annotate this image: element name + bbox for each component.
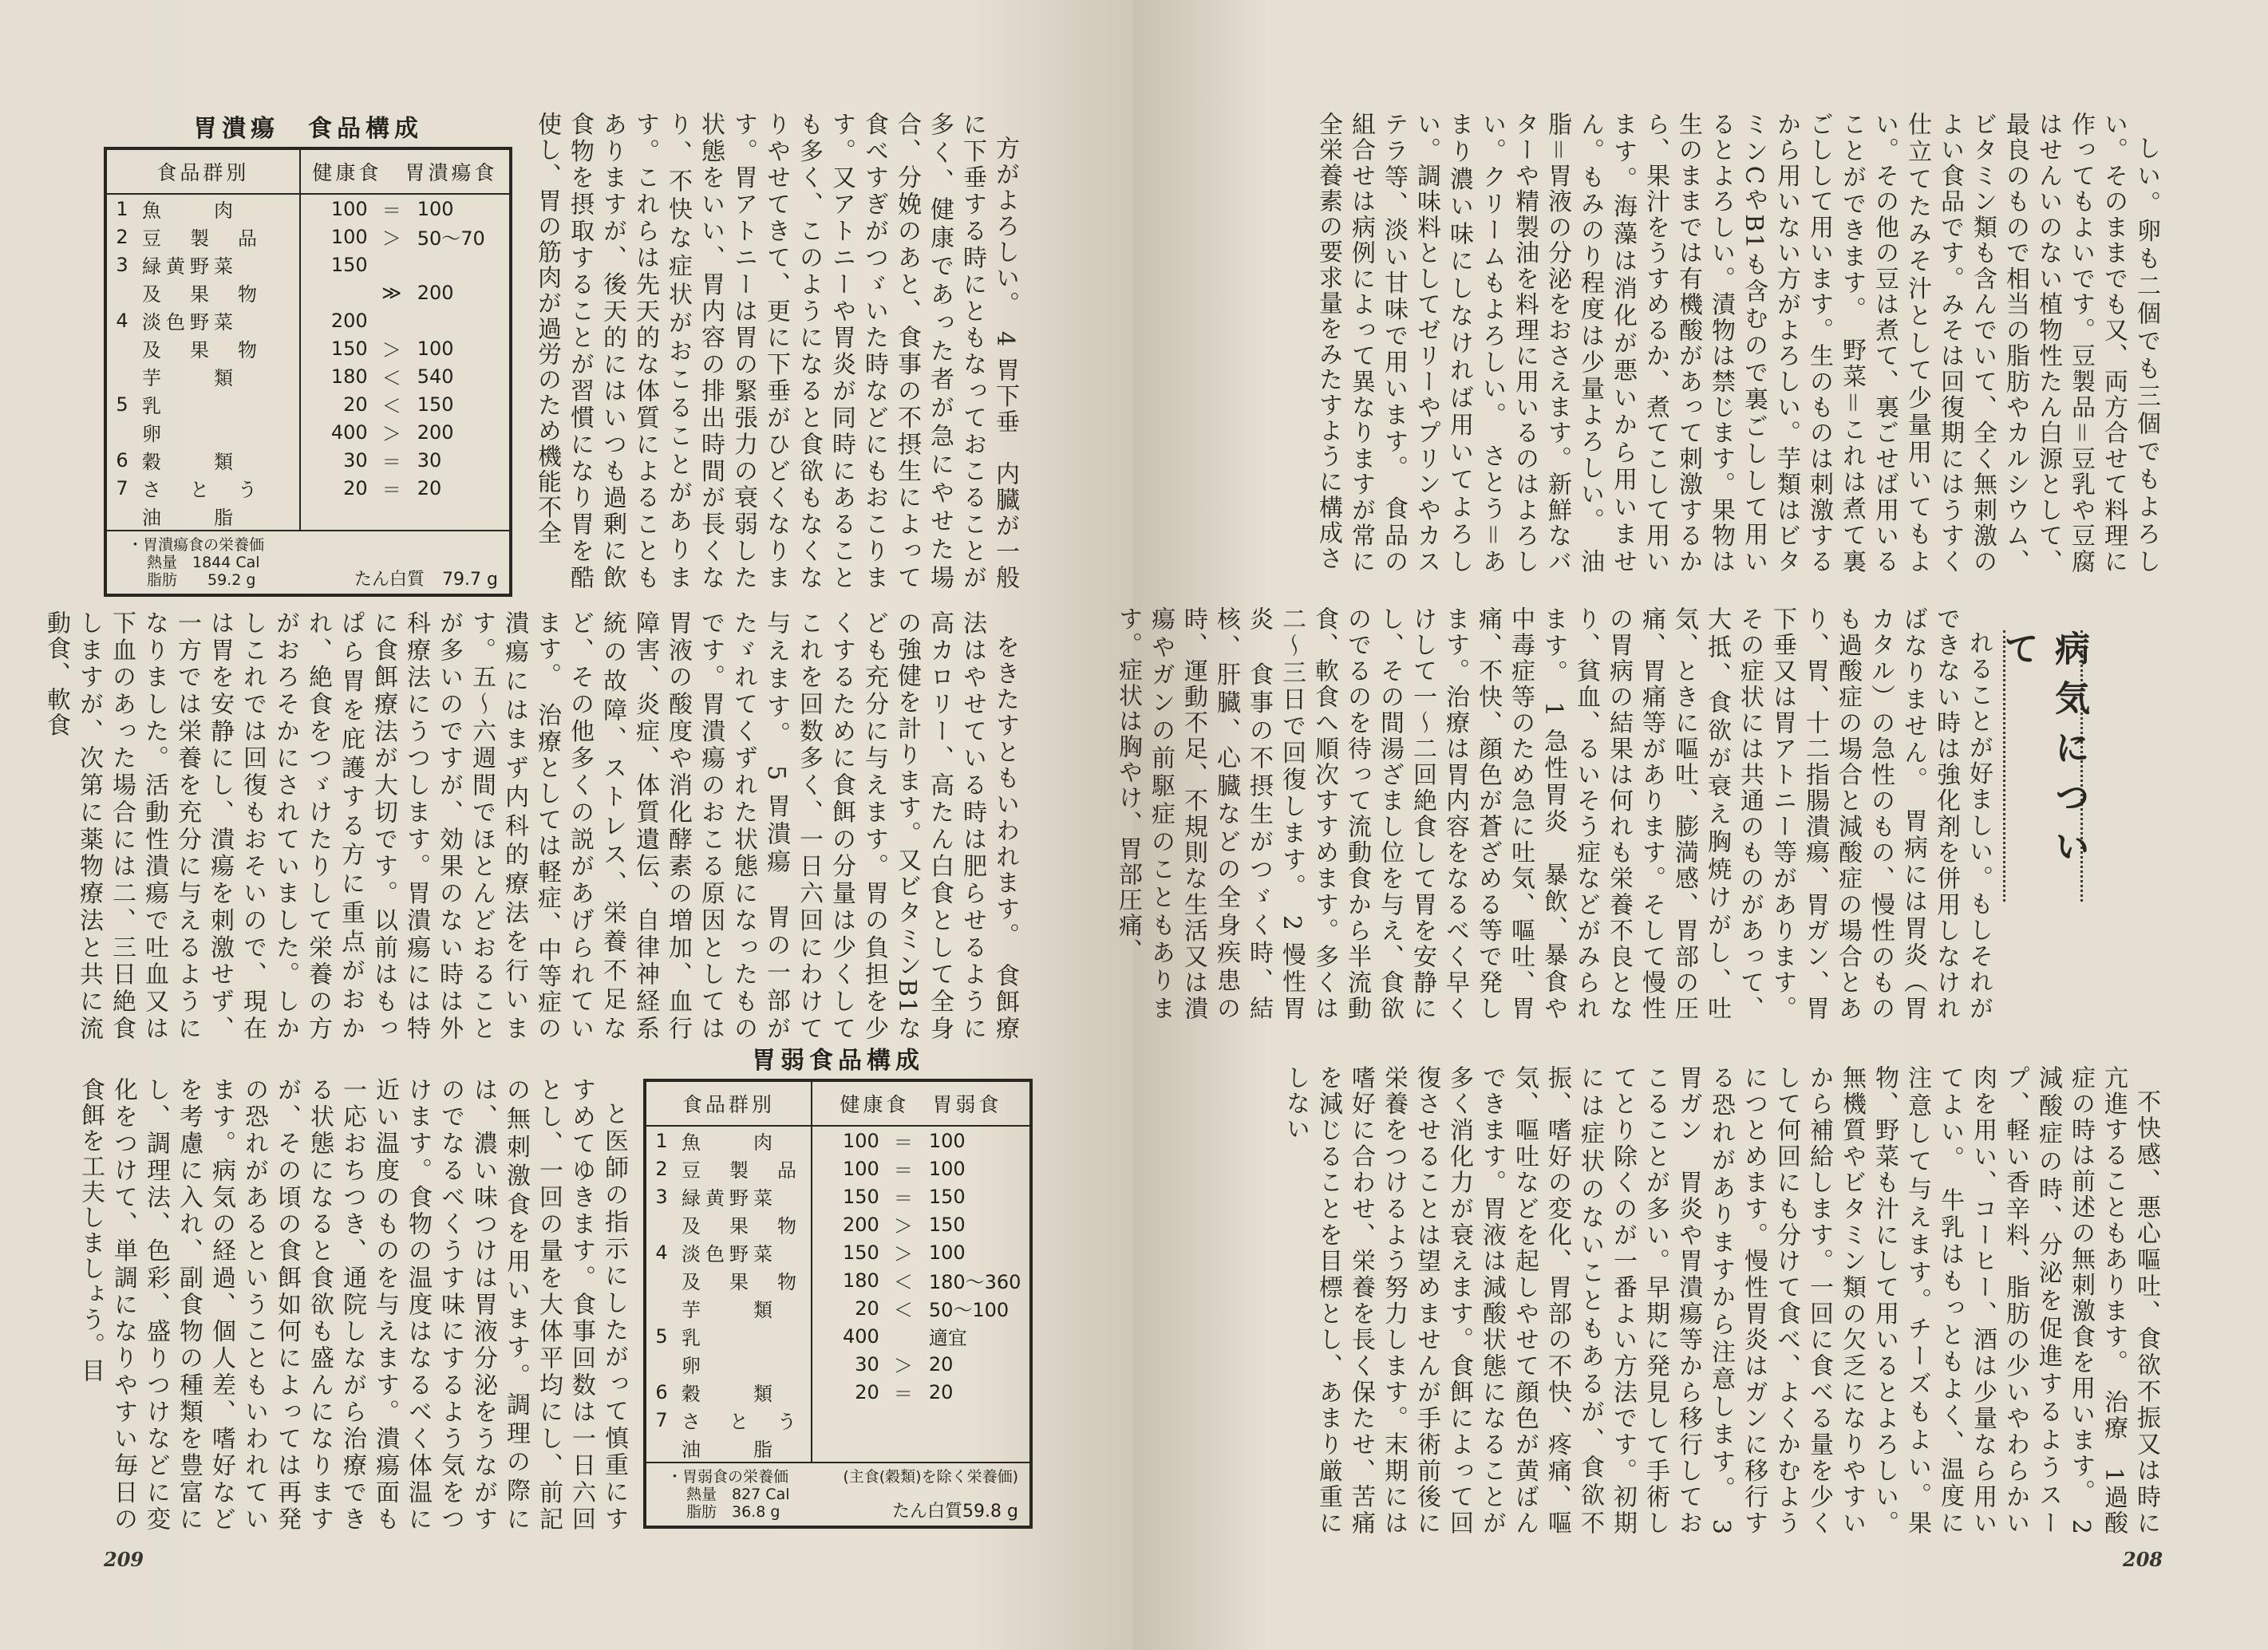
table-frame bbox=[104, 147, 512, 597]
relation-symbol: ＝ bbox=[381, 199, 401, 222]
table-row bbox=[107, 223, 509, 251]
text-column-middle bbox=[42, 610, 1021, 1041]
row-number bbox=[646, 1350, 677, 1378]
diet-amount: 100 bbox=[417, 337, 454, 360]
nutrition-heat: 熱量 1844 Cal bbox=[147, 554, 260, 571]
relation-symbol: ＞ bbox=[893, 1355, 913, 1377]
row-number: 2 bbox=[655, 1157, 668, 1180]
table-row bbox=[646, 1294, 1029, 1322]
nutrition-note: (主食(穀類)を除く栄養価) bbox=[843, 1468, 1018, 1486]
paragraph: 不快感、悪心嘔吐、食欲不振又は時に亢進することもあります。 治療 1過酸症の時は前述の無刺激食を用います。 2減酸症の時、分泌を促進するようスープ、軽い香辛料、脂肪の少いやわらかい肉を用い、コーヒー、酒は少量なら用いてよい。 牛乳はもっともよく、温度に注意して与えます。チーズもよい。果物、野菜も汁にして用いるとよろしい。無機質やビタミン類の欠乏になりやすいから補給します。一回に食べる量を少くして何回にも分けて食べ、よくかむようにつとめます。慢性胃炎はガンに移行する恐れがありますから注意します。 3 胃ガン 胃炎や胃潰瘍等から移行しておこることが多い。早期に発見して手術してとり除くのが一番よい方法です。初期には症状のないこともあるが、食欲不振、嗜好の変化、胃部の不快、疼痛、嘔気、嘔吐などを起しやせて顔色が黄ばんできます。胃液は減酸状態になることが多く消化力が衰えます。食餌によって回復させることは望めませんが手術前後に栄養をつけるよう努力します。末期には嗜好に合わせ、栄養を長く保たせ、苦痛を減じることを目標とし、あまり厳重にしない bbox=[1282, 1065, 2160, 1536]
healthy-diet-amount: 20 bbox=[812, 1378, 883, 1406]
diet-amount: 100 bbox=[928, 1157, 966, 1180]
food-group: 芋 類 bbox=[142, 367, 238, 389]
col-header-diets bbox=[300, 150, 509, 194]
food-group: 及 果 物 bbox=[682, 1271, 801, 1293]
food-group: 油 脂 bbox=[142, 507, 238, 529]
page-number: 208 bbox=[2123, 1548, 2163, 1571]
healthy-diet-amount: 180 bbox=[300, 362, 371, 390]
paragraph: 方がよろしい。 4 胃下垂 内臓が一般に下垂する時にともなっておこることが多く、健康であった者が急にやせた場合、分娩のあと、食事の不摂生によって食べすぎがつゞいた時などにもおこります。又アトニーや胃炎が同時にあることも多く、このようになると食欲もなくなりやせてきて、更に下垂がひどくなります。胃アトニーは胃の緊張力の衰弱した状態をいい、胃内容の排出時間が長くなり、不快な症状がおこることがあります。これらは先天的な体質によることもありますが、後天的にはいつも過剰に飲食物を摂取することが習慣になり胃を酷使し、胃の筋肉が過労のため機能不全 bbox=[533, 112, 1019, 590]
table-row bbox=[107, 362, 509, 390]
relation-symbol: ＝ bbox=[893, 1383, 913, 1405]
healthy-diet-amount: 150 bbox=[812, 1238, 883, 1266]
col-header-diets bbox=[812, 1082, 1029, 1126]
food-group: 豆 製 品 bbox=[142, 227, 262, 250]
row-number: 7 bbox=[655, 1408, 668, 1431]
food-group: 豆 製 品 bbox=[682, 1159, 801, 1182]
healthy-diet-amount: 30 bbox=[812, 1350, 883, 1378]
diet-amount: 適宜 bbox=[928, 1327, 967, 1349]
relation-symbol bbox=[371, 502, 413, 530]
table-frame bbox=[643, 1079, 1033, 1529]
healthy-diet-amount: 20 bbox=[300, 474, 371, 502]
diet-amount: 50〜70 bbox=[417, 227, 485, 250]
diet-amount bbox=[924, 1434, 1029, 1462]
table-row bbox=[646, 1266, 1029, 1294]
table-row bbox=[646, 1434, 1029, 1462]
relation-symbol: ＝ bbox=[381, 451, 401, 473]
table-title: 胃弱食品構成 bbox=[752, 1047, 924, 1075]
relation-symbol: ＞ bbox=[381, 339, 401, 361]
row-number bbox=[107, 362, 137, 390]
food-group: 乳 bbox=[142, 395, 166, 417]
healthy-diet-amount bbox=[812, 1406, 883, 1434]
diet-amount: 200 bbox=[417, 420, 454, 444]
table-row bbox=[107, 418, 509, 446]
text-column-upper bbox=[1213, 112, 2163, 574]
paragraph: をきたすともいわれます。 食餌療法はやせている時は肥らせるように高カロリー、高たん白食として全身の強健を計ります。又ビタミンB1なども充分に与えます。胃の負担を少くするために食餌の分量は少くしてこれを回数多く、一日六回にわけて与えます。 5 胃潰瘍 胃の一部がたゞれてくずれた状態になったものです。胃潰瘍のおこる原因としては胃液の酸度や消化酵素の増加、血行障害、炎症、体質遺伝、自律神経系統の故障、ストレス、栄養不足など、その他多くの説があげられています。 治療としては軽症、中等症の潰瘍にはまず内科的療法を行います。五〜六週間でほとんどおることが多いのですが、効果のない時は外科療法にうつします。胃潰瘍には特に食餌療法が大切です。以前はもっぱら胃を庇護する方に重点がおかれ、絶食をつゞけたりして栄養の方がおろそかにされていました。しかしこれでは回復もおそいので、現在は胃を安静にし、潰瘍を刺激せず、一方では栄養を充分に与えるようになりました。活動性潰瘍で吐血又は下血のあった場合には二、三日絶食しますが、次第に薬物療法と共に流動食、軟食 bbox=[42, 610, 1019, 1041]
healthy-diet-amount bbox=[300, 502, 371, 530]
relation-symbol: ＝ bbox=[381, 479, 401, 501]
diet-amount: 20 bbox=[928, 1352, 954, 1376]
table-row bbox=[646, 1322, 1029, 1350]
table-body bbox=[646, 1126, 1029, 1462]
food-group: 淡色野菜 bbox=[142, 311, 238, 334]
row-number: 5 bbox=[655, 1324, 668, 1348]
relation-symbol: ＞ bbox=[893, 1215, 913, 1238]
table-row bbox=[646, 1155, 1029, 1182]
text-column-lower bbox=[77, 1077, 630, 1532]
left-page bbox=[0, 0, 1133, 1650]
diet-amount bbox=[413, 251, 509, 278]
food-group: 及 果 物 bbox=[682, 1215, 801, 1238]
nutrition-fat: 脂肪 36.8 g bbox=[686, 1503, 780, 1521]
col-header-healthy: 健康食 bbox=[312, 161, 382, 184]
diet-amount bbox=[924, 1406, 1029, 1434]
col-header-group: 食品群別 bbox=[107, 150, 300, 194]
paragraph: れることが好ましい。もしそれができない時は強化剤を併用しなければなりません。 胃病には胃炎（胃カタル）の急性のもの、慢性のものも過酸症の場合と減酸症の場合とあり、胃、十二指腸潰瘍、胃ガン、胃下垂又は胃アトニー等があります。その症状には共通のものがあって、大抵、食欲が衰え胸焼けがし、吐気、ときに嘔吐、膨満感、胃部の圧痛、胃痛等があります。そして慢性の胃病の結果は何れも栄養不良となり、貧血、るいそう症などがみられます。 1 急性胃炎 暴飲、暴食や中毒症等のため急に吐気、嘔吐、胃痛、不快、顔色が蒼ざめる等で発します。治療は胃内容をなるべく早くけして一〜二回絶食して胃を安静にし、その間湯ざまし位を与え、食欲のでるのを待って流動食から半流動食、軟食へ順次すすめます。多くは二〜三日で回復します。 2 慢性胃炎 食事の不摂生がつゞく時、結核、肝臓、心臓などの全身疾患の時、運動不足、不規則な生活又は潰瘍やガンの前駆症のこともあります。症状は胸やけ、胃部圧痛、 bbox=[1114, 606, 1993, 1021]
row-number bbox=[107, 418, 137, 446]
diet-amount: 100 bbox=[417, 197, 454, 220]
relation-symbol bbox=[883, 1322, 924, 1350]
healthy-diet-amount: 20 bbox=[300, 390, 371, 418]
healthy-diet-amount bbox=[300, 278, 371, 306]
food-group: 緑黄野菜 bbox=[682, 1187, 777, 1210]
nutrition-label: ・胃潰瘍食の栄養価 bbox=[128, 536, 265, 554]
food-group: 卵 bbox=[142, 423, 166, 445]
nutrition-label: ・胃弱食の栄養価 bbox=[667, 1468, 789, 1486]
row-number: 7 bbox=[116, 476, 128, 499]
table-row bbox=[646, 1238, 1029, 1266]
healthy-diet-amount: 400 bbox=[300, 418, 371, 446]
food-group: 卵 bbox=[682, 1355, 705, 1377]
table-row bbox=[107, 194, 509, 223]
nutrition-fat: 脂肪 59.2 g bbox=[147, 571, 256, 589]
diet-amount bbox=[413, 306, 509, 334]
text-column-upper bbox=[527, 112, 1021, 590]
diet-amount: 180〜360 bbox=[928, 1271, 1021, 1293]
row-number: 6 bbox=[655, 1380, 668, 1403]
table-row bbox=[646, 1378, 1029, 1406]
diet-amount: 100 bbox=[928, 1129, 966, 1152]
nutrition-protein: たん白質59.8 g bbox=[892, 1502, 1018, 1522]
healthy-diet-amount: 200 bbox=[300, 306, 371, 334]
diet-amount bbox=[413, 502, 509, 530]
col-header-diet: 胃弱食 bbox=[932, 1093, 1002, 1116]
relation-symbol: ＝ bbox=[893, 1187, 913, 1210]
healthy-diet-amount: 150 bbox=[812, 1182, 883, 1210]
table-row bbox=[107, 251, 509, 278]
section-heading-byoki-ni-tsuite bbox=[1997, 630, 2089, 902]
row-number bbox=[646, 1294, 677, 1322]
healthy-diet-amount: 100 bbox=[300, 194, 371, 223]
table-row bbox=[646, 1350, 1029, 1378]
diet-amount: 20 bbox=[417, 476, 442, 499]
row-number: 4 bbox=[116, 309, 128, 332]
row-number: 6 bbox=[116, 448, 128, 472]
row-number bbox=[646, 1266, 677, 1294]
col-header-diet: 胃潰瘍食 bbox=[405, 161, 498, 184]
relation-symbol: ＞ bbox=[381, 423, 401, 445]
food-group: さ と う bbox=[682, 1411, 801, 1433]
row-number bbox=[646, 1210, 677, 1238]
table-row bbox=[646, 1210, 1029, 1238]
food-group: 油 脂 bbox=[682, 1439, 777, 1461]
food-group: 穀 類 bbox=[142, 451, 238, 473]
healthy-diet-amount: 150 bbox=[300, 251, 371, 278]
table-row bbox=[107, 390, 509, 418]
food-group: 魚 肉 bbox=[142, 199, 238, 222]
healthy-diet-amount: 150 bbox=[300, 334, 371, 362]
relation-symbol bbox=[883, 1434, 924, 1462]
diet-amount: 150 bbox=[928, 1213, 966, 1236]
table-row bbox=[646, 1126, 1029, 1155]
healthy-diet-amount: 200 bbox=[812, 1210, 883, 1238]
diet-amount: 150 bbox=[928, 1185, 966, 1208]
diet-amount: 50〜100 bbox=[928, 1299, 1010, 1321]
col-header-healthy: 健康食 bbox=[840, 1093, 910, 1116]
weak-stomach-food-table bbox=[643, 1044, 1033, 1529]
relation-symbol bbox=[371, 251, 413, 278]
healthy-diet-amount: 100 bbox=[812, 1126, 883, 1155]
row-number: 1 bbox=[116, 197, 128, 220]
relation-symbol: ＜ bbox=[893, 1271, 913, 1293]
paragraph: と医師の指示にしたがって慎重にすすめてゆきます。食事回数は一日六回とし、一回の量を大体平均にし、前記の無刺激食を用います。調理の際には、濃い味つけは胃液分泌をうながすのでなるべくうす味にするよう気をつけます。食物の温度はなるべく体温に近い温度のものを与えます。潰瘍面も一応おちつき、通院しながら治療できる状態になると食欲も盛んになりますが、その頃の食餌如何によっては再発の恐れがあるということもいわれています。病気の経過、個人差、嗜好などを考慮に入れ、副食物の種類を豊富にし、調理法、色彩、盛りつけなどに変化をつけて、単調になりやすい毎日の食餌を工夫しましょう。目 bbox=[77, 1077, 628, 1532]
col-header-group: 食品群別 bbox=[646, 1082, 812, 1126]
row-number: 2 bbox=[116, 225, 128, 248]
food-group: 及 果 物 bbox=[142, 339, 262, 361]
row-number bbox=[107, 334, 137, 362]
food-group: 及 果 物 bbox=[142, 283, 262, 306]
table-row bbox=[107, 474, 509, 502]
row-number: 4 bbox=[655, 1241, 668, 1264]
table-title: 胃潰瘍 食品構成 bbox=[193, 115, 423, 143]
text-column-middle bbox=[1114, 606, 1995, 1021]
table-row bbox=[107, 306, 509, 334]
relation-symbol: ＜ bbox=[893, 1299, 913, 1321]
healthy-diet-amount: 100 bbox=[812, 1155, 883, 1182]
table-row bbox=[646, 1182, 1029, 1210]
diet-amount: 30 bbox=[417, 448, 442, 472]
row-number: 3 bbox=[655, 1185, 668, 1208]
food-group: 乳 bbox=[682, 1327, 705, 1349]
ulcer-food-table bbox=[104, 112, 512, 597]
diet-amount: 540 bbox=[417, 365, 454, 388]
section-heading-text: 病気について bbox=[1997, 630, 2089, 878]
relation-symbol: ＜ bbox=[381, 395, 401, 417]
table-row bbox=[107, 446, 509, 474]
row-number bbox=[107, 278, 137, 306]
healthy-diet-amount bbox=[812, 1434, 883, 1462]
row-number: 5 bbox=[116, 393, 128, 416]
table-row bbox=[107, 334, 509, 362]
text-column-lower bbox=[1213, 1065, 2163, 1536]
text-column-middle-top bbox=[2087, 606, 2167, 1021]
food-composition-grid bbox=[646, 1082, 1029, 1462]
relation-symbol bbox=[883, 1406, 924, 1434]
page-number: 209 bbox=[104, 1548, 144, 1571]
table-row bbox=[107, 278, 509, 306]
food-group: 緑黄野菜 bbox=[142, 255, 238, 278]
nutrition-heat: 熱量 827 Cal bbox=[686, 1486, 790, 1503]
food-group: 魚 肉 bbox=[682, 1131, 777, 1154]
table-row bbox=[107, 502, 509, 530]
diet-amount: 20 bbox=[928, 1380, 954, 1403]
relation-symbol: ＝ bbox=[893, 1131, 913, 1154]
food-group: 芋 類 bbox=[682, 1299, 777, 1321]
relation-symbol: ≫ bbox=[381, 281, 402, 304]
diet-amount: 100 bbox=[928, 1241, 966, 1264]
nutrition-summary bbox=[646, 1462, 1029, 1526]
food-composition-grid bbox=[107, 150, 509, 530]
food-group: 淡色野菜 bbox=[682, 1243, 777, 1265]
nutrition-protein: たん白質 79.7 g bbox=[354, 570, 498, 590]
paragraph: しい。卵も二個でも三個でもよろしい。そのままでも又、両方合せて料理に作ってもよいです。豆製品＝豆乳や豆腐はせんいのない植物性たん白源として、最良のもので相当の脂肪やカルシウム、ビタミン類も含んでいて、全く無刺激のよい食品です。みそは回復期にはうすく仕立てたみそ汁として少量用いてもよい。その他の豆は煮て、裏ごせば用いることができます。 野菜＝これは煮て裏ごしして用います。生のものは刺激するから用いない方がよろしい。芋類はビタミンCやB1も含むので裏ごしして用いるとよろしい。漬物は禁じます。果物は生のままでは有機酸があって刺激するから、果汁をうすめるか、煮てこして用います。海藻は消化が悪いから用いません。もみのり程度は少量よろしい。 油脂＝胃液の分泌をおさえます。新鮮なバターや精製油を料理に用いるのはよろしい。クリームもよろしい。 さとう＝あまり濃い味にしなければ用いてよろしい。調味料としてゼリーやプリンやカステラ等、淡い甘味で用います。 食品の組合せは病例によって異なりますが常に全栄養素の要求量をみたすように構成さ bbox=[1314, 112, 2160, 574]
healthy-diet-amount: 180 bbox=[812, 1266, 883, 1294]
healthy-diet-amount: 400 bbox=[812, 1322, 883, 1350]
diet-amount: 200 bbox=[417, 281, 454, 304]
diet-amount: 150 bbox=[417, 393, 454, 416]
row-number bbox=[107, 502, 137, 530]
healthy-diet-amount: 100 bbox=[300, 223, 371, 251]
relation-symbol: ＜ bbox=[381, 367, 401, 389]
relation-symbol: ＞ bbox=[381, 227, 401, 250]
relation-symbol: ＝ bbox=[893, 1159, 913, 1182]
food-group: さ と う bbox=[142, 479, 262, 501]
nutrition-summary bbox=[107, 530, 509, 594]
healthy-diet-amount: 30 bbox=[300, 446, 371, 474]
healthy-diet-amount: 20 bbox=[812, 1294, 883, 1322]
right-page bbox=[1114, 0, 2268, 1650]
table-body bbox=[107, 194, 509, 530]
row-number: 3 bbox=[116, 253, 128, 276]
table-row bbox=[646, 1406, 1029, 1434]
row-number: 1 bbox=[655, 1129, 668, 1152]
relation-symbol: ＞ bbox=[893, 1243, 913, 1265]
row-number bbox=[646, 1434, 677, 1462]
relation-symbol bbox=[371, 306, 413, 334]
food-group: 穀 類 bbox=[682, 1383, 777, 1405]
